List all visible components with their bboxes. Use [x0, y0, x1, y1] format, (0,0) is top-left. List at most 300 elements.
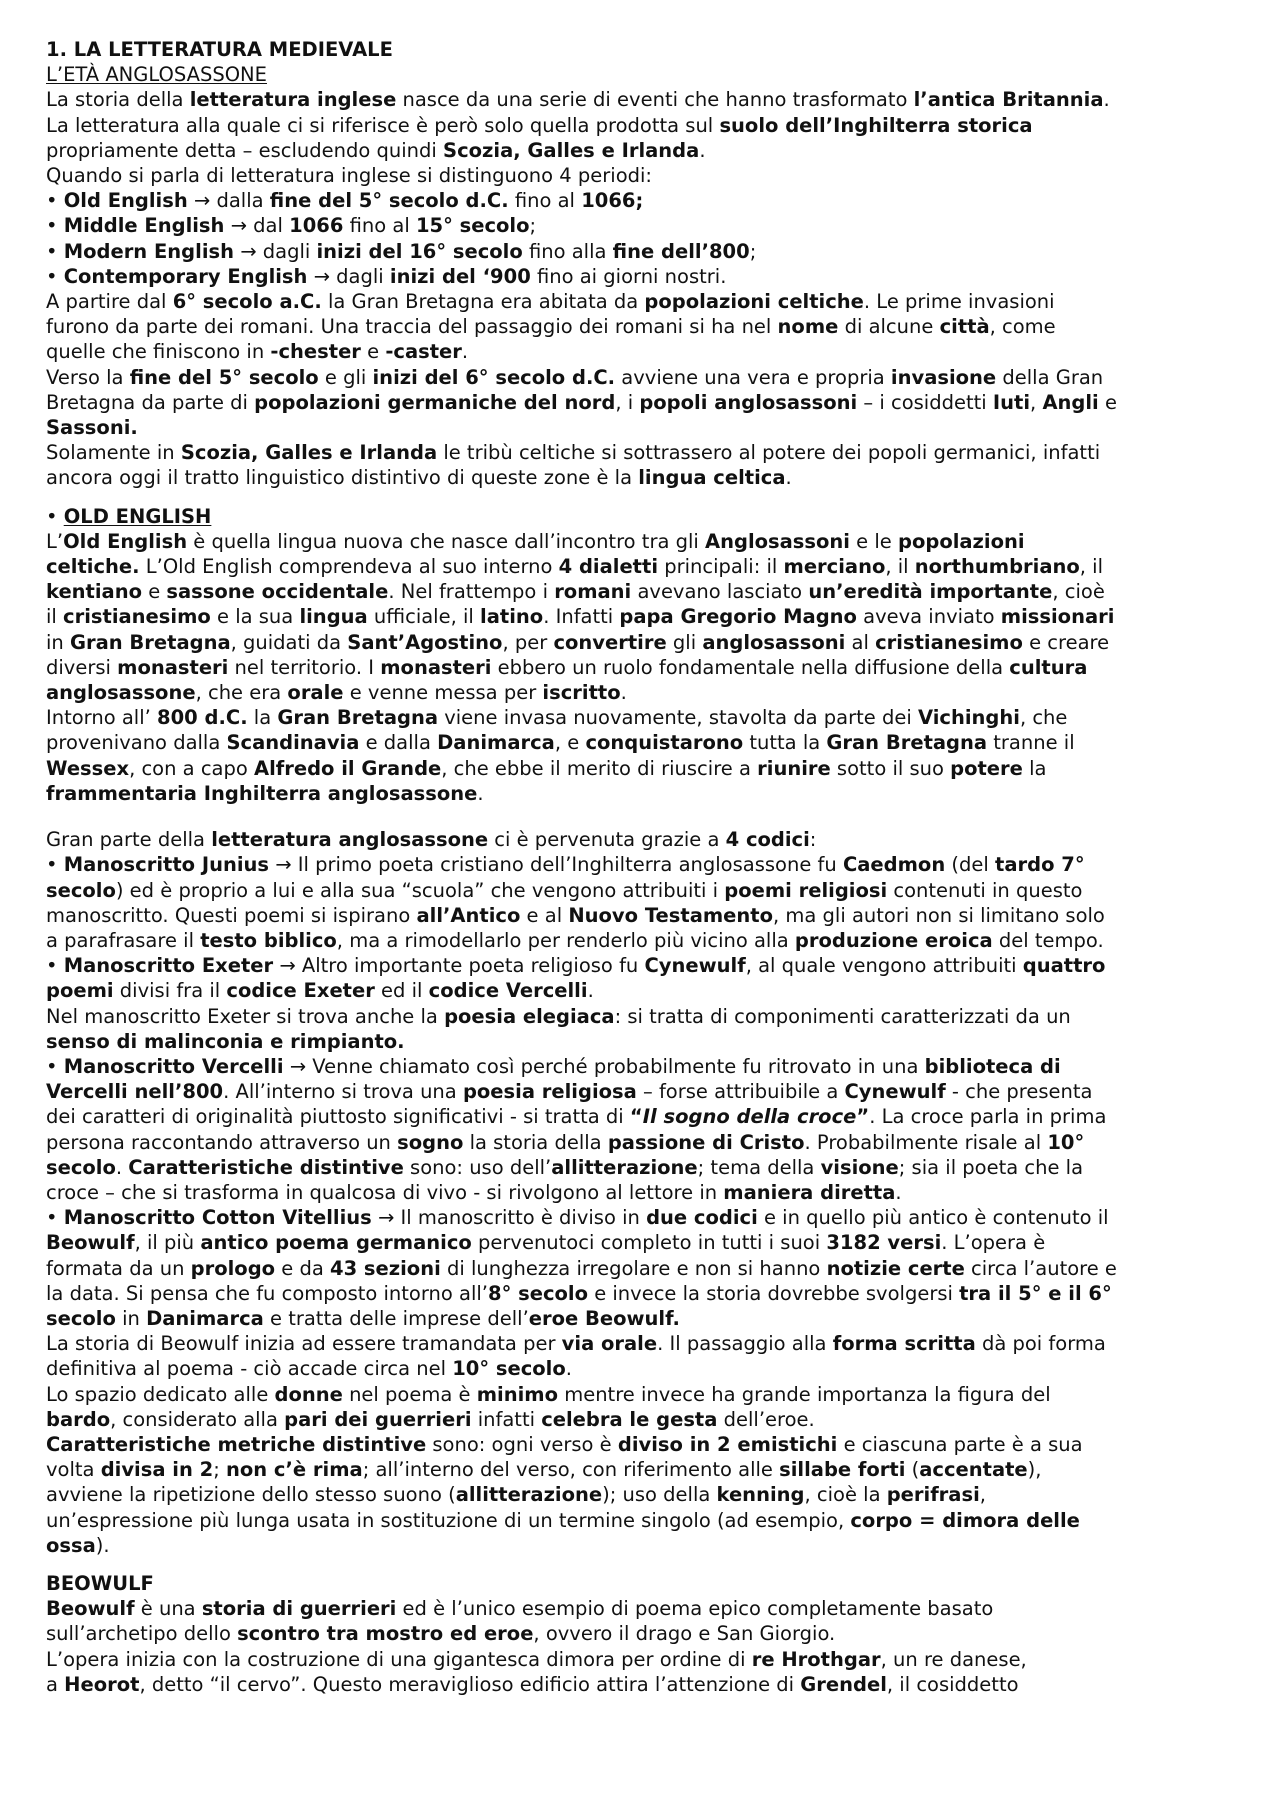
bold-text-run: Angli: [1042, 390, 1099, 414]
bold-text-run: latino: [480, 605, 544, 629]
text-run: .: [699, 138, 706, 162]
bold-text-run: BEOWULF: [46, 1571, 154, 1595]
bold-text-run: Danimarca: [146, 1306, 264, 1330]
text-run: → Venne chiamato così perché probabilmente fu ritrovato in una: [283, 1054, 925, 1078]
bold-text-run: Vichinghi: [917, 706, 1020, 730]
text-line: [46, 1457, 1240, 1482]
text-run: .: [785, 466, 792, 490]
bold-text-run: poemi religiosi: [724, 878, 888, 902]
text-line: [46, 1621, 1240, 1646]
bold-text-run: poemi: [46, 979, 114, 1003]
text-run: .: [115, 1155, 129, 1179]
text-run: . Le prime invasioni: [863, 290, 1055, 314]
text-run: ) ed è proprio a lui e alla sua “scuola” che vengono attribuiti i: [115, 878, 725, 902]
bold-text-run: 6° secolo a.C.: [172, 290, 322, 314]
bold-text-run: Beowulf: [46, 1597, 135, 1621]
text-run: sull’archetipo dello: [46, 1622, 238, 1646]
text-run: L’ETÀ ANGLOSASSONE: [46, 63, 267, 87]
bold-text-run: maniera diretta: [723, 1180, 896, 1204]
text-run: e in quello più antico è contenuto il: [757, 1206, 1109, 1230]
bold-text-run: Scandinavia: [226, 731, 360, 755]
bold-text-run: Cynewulf: [844, 1080, 946, 1104]
text-line: [46, 852, 1240, 877]
text-run: divisi fra il: [113, 979, 227, 1003]
bold-text-run: Beowulf: [46, 1231, 135, 1255]
text-run: e da: [275, 1256, 330, 1280]
bold-text-run: sogno: [397, 1130, 464, 1154]
text-run: , cioè la: [804, 1483, 887, 1507]
text-run: e tratta delle imprese dell’: [263, 1306, 529, 1330]
bold-text-run: Iuti: [992, 390, 1031, 414]
bold-text-run: letteratura anglosassone: [211, 828, 489, 852]
text-run: sotto il suo: [830, 756, 951, 780]
bold-text-run: northumbriano: [914, 555, 1080, 579]
bold-text-run: Heorot: [64, 1672, 140, 1696]
text-run: , detto “il cervo”. Questo meraviglioso edificio attira l’attenzione di: [139, 1672, 801, 1696]
text-run: → dalla: [187, 189, 270, 213]
bold-text-run: inizi del ‘900: [389, 264, 531, 288]
text-line: [46, 314, 1240, 339]
bold-text-run: orale: [287, 681, 344, 705]
text-run: : si tratta di componimenti caratterizzati da un: [614, 1004, 1071, 1028]
bold-text-run: Danimarca: [437, 731, 555, 755]
text-run: croce – che si trasforma in qualcosa di vivo - si rivolgono al lettore in: [46, 1180, 724, 1204]
text-run: principali: il: [658, 555, 784, 579]
text-line: [46, 1482, 1240, 1507]
text-run: e ciascuna parte è a sua: [837, 1432, 1083, 1456]
text-run: , il più: [134, 1231, 201, 1255]
paragraph-gap: [46, 806, 1240, 827]
text-run: , cioè: [1052, 580, 1105, 604]
bold-text-run: Caratteristiche metriche distintive: [46, 1432, 427, 1456]
bold-text-run: non c’è rima: [225, 1458, 363, 1482]
bold-text-run: sillabe forti: [779, 1458, 906, 1482]
bold-text-run: codice Vercelli: [428, 979, 588, 1003]
text-run: ed è l’unico esempio di poema epico completamente basato: [396, 1597, 994, 1621]
bold-text-run: città: [939, 315, 990, 339]
bold-text-run: Il sogno della croce: [642, 1105, 857, 1129]
text-run: nasce da una serie di eventi che hanno trasformato: [396, 88, 914, 112]
text-run: Solamente in: [46, 441, 181, 465]
text-run: . All’interno si trova una: [223, 1080, 463, 1104]
text-run: fino alla: [522, 239, 613, 263]
text-run: – forse attribuibile a: [636, 1080, 845, 1104]
bold-text-run: frammentaria Inghilterra anglosassone: [46, 781, 478, 805]
text-run: → Il primo poeta cristiano dell’Inghilterra anglosassone fu: [269, 853, 843, 877]
bold-text-run: fine del 5° secolo: [129, 365, 319, 389]
text-run: (del: [945, 853, 996, 877]
text-line: [46, 730, 1240, 755]
text-line: [46, 365, 1240, 390]
text-run: A partire dal: [46, 290, 173, 314]
text-run: fino ai giorni nostri.: [530, 264, 727, 288]
text-run: L’Old English comprendeva al suo interno: [139, 555, 559, 579]
text-run: → dal: [224, 214, 290, 238]
text-run: la: [1022, 756, 1047, 780]
text-run: la data. Si pensa che fu composto intorno all’: [46, 1281, 489, 1305]
text-line: [46, 554, 1240, 579]
text-run: ancora oggi il tratto linguistico distintivo di queste zone è la: [46, 466, 639, 490]
text-run: , ma a rimodellarlo per renderlo più vicino alla: [336, 928, 795, 952]
text-run: .: [565, 1357, 572, 1381]
bold-text-run: notizie certe: [826, 1256, 965, 1280]
text-run: •: [46, 1054, 64, 1078]
text-run: il: [46, 605, 64, 629]
text-line: [46, 878, 1240, 903]
bold-text-run: produzione eroica: [794, 928, 993, 952]
text-line: [46, 1256, 1240, 1281]
bold-text-run: 10° secolo: [452, 1357, 566, 1381]
bold-text-run: cristianesimo: [63, 605, 211, 629]
text-run: , il: [1079, 555, 1104, 579]
text-line: [46, 953, 1240, 978]
text-run: e gli: [318, 365, 373, 389]
text-run: ).: [95, 1533, 110, 1557]
text-line: [46, 1407, 1240, 1432]
text-line: [46, 1155, 1240, 1180]
text-run: Gran parte della: [46, 828, 212, 852]
text-run: ); uso della: [602, 1483, 717, 1507]
bold-text-run: nome: [777, 315, 839, 339]
text-run: . L’opera è: [941, 1231, 1046, 1255]
text-line: [46, 390, 1240, 415]
bold-text-run: visione: [820, 1155, 899, 1179]
bold-text-run: scontro tra mostro ed eroe: [237, 1622, 534, 1646]
bold-text-run: Manoscritto Exeter: [63, 954, 274, 978]
bold-text-run: corpo = dimora delle: [850, 1508, 1080, 1532]
bold-text-run: Gran Bretagna: [69, 630, 231, 654]
bold-text-run: secolo: [46, 1306, 116, 1330]
text-run: di lunghezza irregolare e non si hanno: [440, 1256, 827, 1280]
text-line: [46, 579, 1240, 604]
text-run: Verso la: [46, 365, 130, 389]
bold-text-run: -chester: [270, 340, 361, 364]
text-run: della Gran: [996, 365, 1104, 389]
text-run: provenivano dalla: [46, 731, 227, 755]
text-line: [46, 504, 1240, 529]
text-run: .: [895, 1180, 902, 1204]
text-run: di alcune: [838, 315, 940, 339]
text-run: ebbero un ruolo fondamentale nella diffusione della: [491, 655, 1010, 679]
text-run: persona raccontando attraverso un: [46, 1130, 398, 1154]
text-line: [46, 1029, 1240, 1054]
text-run: infatti: [471, 1407, 542, 1431]
text-run: avviene la ripetizione dello stesso suono (: [46, 1483, 456, 1507]
bold-text-run: biblioteca di: [924, 1054, 1061, 1078]
text-run: → dagli: [307, 264, 390, 288]
bold-text-run: 4 codici: [725, 828, 810, 852]
text-run: → Altro importante poeta religioso fu: [273, 954, 645, 978]
text-run: definitiva al poema - ciò accade circa nel: [46, 1357, 453, 1381]
text-run: a parafrasare il: [46, 928, 201, 952]
text-line: [46, 113, 1240, 138]
text-run: - che presenta: [945, 1080, 1093, 1104]
text-line: [46, 1647, 1240, 1672]
text-run: e le: [849, 529, 898, 553]
bold-text-run: Gran Bretagna: [826, 731, 988, 755]
text-run: in: [115, 1306, 147, 1330]
bold-text-run: OLD ENGLISH: [63, 504, 212, 528]
text-run: •: [46, 1206, 64, 1230]
bold-text-run: secolo: [46, 878, 116, 902]
bold-text-run: 1066: [289, 214, 344, 238]
text-run: dell’eroe.: [717, 1407, 815, 1431]
text-line: [46, 339, 1240, 364]
text-line: [46, 87, 1240, 112]
bold-text-run: kentiano: [46, 580, 142, 604]
text-line: [46, 1205, 1240, 1230]
bold-text-run: bardo: [46, 1407, 111, 1431]
paragraph-gap: [46, 1558, 1240, 1571]
bold-text-run: Wessex: [46, 756, 130, 780]
bold-text-run: suolo dell’Inghilterra storica: [719, 113, 1033, 137]
bold-text-run: quattro: [1022, 954, 1106, 978]
bold-text-run: Cynewulf: [644, 954, 746, 978]
text-run: Bretagna da parte di: [46, 390, 255, 414]
bold-text-run: un’eredità importante: [808, 580, 1053, 604]
bold-text-run: Middle English: [63, 214, 225, 238]
text-run: . Probabilmente risale al: [804, 1130, 1048, 1154]
bold-text-run: popolazioni germaniche del nord: [254, 390, 616, 414]
text-line: [46, 1672, 1240, 1697]
text-run: fino al: [343, 214, 416, 238]
bold-text-run: divisa in 2: [100, 1458, 214, 1482]
text-run: La letteratura alla quale ci si riferisce è però solo quella prodotta sul: [46, 113, 720, 137]
text-run: furono da parte dei romani. Una traccia del passaggio dei romani si ha nel: [46, 315, 778, 339]
text-run: ;: [529, 214, 537, 238]
bold-text-run: tra il 5° e il 6°: [959, 1281, 1112, 1305]
bold-text-run: 15° secolo: [415, 214, 530, 238]
bold-text-run: inizi del 16° secolo: [316, 239, 523, 263]
bold-text-run: perifrasi: [886, 1483, 980, 1507]
text-run: . Nel frattempo i: [388, 580, 555, 604]
text-run: ci è pervenuta grazie a: [488, 828, 726, 852]
text-run: , i: [615, 390, 640, 414]
text-run: e venne messa per: [343, 681, 543, 705]
text-run: e: [1098, 390, 1117, 414]
bold-text-run: via orale: [561, 1332, 658, 1356]
text-run: , ma gli autori non si limitano solo: [773, 903, 1105, 927]
bold-text-run: pari dei guerrieri: [284, 1407, 472, 1431]
text-line: [46, 163, 1240, 188]
text-run: La storia della: [46, 88, 190, 112]
bold-text-run: celebra le gesta: [541, 1407, 718, 1431]
bold-text-run: passione di Cristo: [607, 1130, 805, 1154]
bold-text-run: all’Antico: [416, 903, 521, 927]
text-run: Intorno all’: [46, 706, 158, 730]
text-run: volta: [46, 1458, 101, 1482]
bold-text-run: poesia elegiaca: [444, 1004, 615, 1028]
text-line: [46, 1533, 1240, 1558]
text-run: quelle che finiscono in: [46, 340, 271, 364]
bold-text-run: antico poema germanico: [200, 1231, 472, 1255]
text-line: [46, 1230, 1240, 1255]
text-run: . La croce parla in prima: [869, 1105, 1107, 1129]
bold-text-run: secolo: [46, 1155, 116, 1179]
bold-text-run: allitterazione: [455, 1483, 603, 1507]
bold-text-run: sassone occidentale: [166, 580, 389, 604]
text-run: tutta la: [743, 731, 827, 755]
bold-text-run: anglosassone: [46, 681, 196, 705]
bold-text-run: “: [629, 1105, 643, 1129]
text-run: , guidati da: [230, 630, 348, 654]
text-run: , il cosiddetto: [886, 1672, 1019, 1696]
text-run: è una: [134, 1597, 202, 1621]
text-run: e dalla: [359, 731, 438, 755]
text-run: pervenutoci completo in tutti i suoi: [471, 1231, 827, 1255]
text-run: sono: uso dell’: [403, 1155, 552, 1179]
bold-text-run: Nuovo Testamento: [568, 903, 773, 927]
text-run: ;: [749, 239, 757, 263]
text-run: •: [46, 954, 64, 978]
text-run: , e: [554, 731, 586, 755]
text-run: . Infatti: [543, 605, 620, 629]
text-run: . Il passaggio alla: [657, 1332, 833, 1356]
bold-text-run: monasteri: [380, 655, 492, 679]
bold-text-run: 43 sezioni: [330, 1256, 441, 1280]
bold-text-run: convertire: [553, 630, 667, 654]
bold-text-run: testo biblico: [200, 928, 337, 952]
bold-text-run: donne: [274, 1382, 343, 1406]
text-line: [46, 1054, 1240, 1079]
bold-text-run: riunire: [757, 756, 831, 780]
text-line: [46, 680, 1240, 705]
text-line: [46, 213, 1240, 238]
bold-text-run: poesia religiosa: [462, 1080, 637, 1104]
text-line: [46, 138, 1240, 163]
text-run: , considerato alla: [110, 1407, 285, 1431]
text-line: [46, 903, 1240, 928]
bold-text-run: Gran Bretagna: [277, 706, 439, 730]
bold-text-run: popolazioni celtiche: [644, 290, 864, 314]
text-run: le tribù celtiche si sottrassero al potere dei popoli germanici, infatti: [437, 441, 1101, 465]
text-run: a: [46, 1672, 65, 1696]
text-run: .: [1103, 88, 1110, 112]
text-line: [46, 62, 1240, 87]
text-line: [46, 928, 1240, 953]
text-line: [46, 756, 1240, 781]
text-run: contenuti in questo: [887, 878, 1083, 902]
text-run: , che: [1019, 706, 1068, 730]
text-line: [46, 1079, 1240, 1104]
text-line: [46, 1596, 1240, 1621]
text-line: [46, 1331, 1240, 1356]
bold-text-run: Caratteristiche distintive: [128, 1155, 404, 1179]
bold-text-run: prologo: [190, 1256, 276, 1280]
bold-text-run: fine del 5° secolo d.C.: [269, 189, 509, 213]
text-line: [46, 781, 1240, 806]
bold-text-run: codice Exeter: [226, 979, 375, 1003]
bold-text-run: Sant’Agostino: [347, 630, 503, 654]
text-line: [46, 239, 1240, 264]
text-line: [46, 37, 1240, 62]
text-run: Nel manoscritto Exeter si trova anche la: [46, 1004, 445, 1028]
text-run: formata da un: [46, 1256, 191, 1280]
text-run: •: [46, 264, 64, 288]
bold-text-run: popolazioni: [898, 529, 1025, 553]
text-run: ;: [213, 1458, 226, 1482]
bold-text-run: 3182 versi: [826, 1231, 942, 1255]
bold-text-run: 800 d.C.: [157, 706, 248, 730]
bold-text-run: 4 dialetti: [558, 555, 659, 579]
text-run: •: [46, 853, 64, 877]
text-line: [46, 1281, 1240, 1306]
bold-text-run: senso di malinconia e rimpianto.: [46, 1029, 405, 1053]
bold-text-run: Manoscritto Junius: [63, 853, 270, 877]
text-run: → dagli: [234, 239, 317, 263]
text-run: diversi: [46, 655, 118, 679]
bold-text-run: 1066;: [581, 189, 644, 213]
bold-text-run: cultura: [1009, 655, 1088, 679]
text-run: tranne il: [987, 731, 1075, 755]
bold-text-run: l’antica Britannia: [913, 88, 1104, 112]
text-run: è quella lingua nuova che nasce dall’incontro tra gli: [187, 529, 706, 553]
bold-text-run: papa Gregorio Magno: [619, 605, 857, 629]
bold-text-run: tardo 7°: [995, 853, 1085, 877]
text-line: [46, 415, 1240, 440]
text-run: al: [845, 630, 876, 654]
text-run: in: [46, 630, 70, 654]
text-run: , come: [989, 315, 1056, 339]
text-run: Lo spazio dedicato alle: [46, 1382, 275, 1406]
text-run: ,: [1030, 390, 1043, 414]
bold-text-run: cristianesimo: [875, 630, 1023, 654]
text-run: gli: [666, 630, 703, 654]
text-run: L’: [46, 529, 64, 553]
bold-text-run: potere: [950, 756, 1023, 780]
text-run: .: [461, 340, 469, 364]
text-run: •: [46, 504, 64, 528]
bold-text-run: 1. LA LETTERATURA MEDIEVALE: [46, 38, 393, 61]
bold-text-run: Contemporary English: [63, 264, 308, 288]
text-line: [46, 264, 1240, 289]
text-run: manoscritto. Questi poemi si ispirano: [46, 903, 417, 927]
bold-text-run: -caster: [385, 340, 462, 364]
text-run: , al quale vengono attribuiti: [745, 954, 1023, 978]
text-line: [46, 1306, 1240, 1331]
text-run: •: [46, 189, 64, 213]
text-run: ; tema della: [697, 1155, 821, 1179]
bold-text-run: lingua celtica: [638, 466, 786, 490]
text-run: – i cosiddetti: [857, 390, 993, 414]
text-run: e creare: [1022, 630, 1110, 654]
bold-text-run: fine dell’800: [612, 239, 750, 263]
bold-text-run: forma scritta: [832, 1332, 976, 1356]
text-run: La storia di Beowulf inizia ad essere tramandata per: [46, 1332, 562, 1356]
text-run: (: [905, 1458, 920, 1482]
text-run: la storia della: [463, 1130, 608, 1154]
text-run: ufficiale, il: [367, 605, 481, 629]
text-line: [46, 1130, 1240, 1155]
bold-text-run: celtiche.: [46, 555, 140, 579]
text-run: L’opera inizia con la costruzione di una gigantesca dimora per ordine di: [46, 1647, 752, 1671]
text-run: nel territorio. I: [228, 655, 381, 679]
text-run: , ovvero il drago e San Giorgio.: [533, 1622, 836, 1646]
bold-text-run: kenning: [716, 1483, 805, 1507]
text-line: [46, 655, 1240, 680]
bold-text-run: Caedmon: [842, 853, 946, 877]
text-line: [46, 604, 1240, 629]
text-run: dà poi forma: [975, 1332, 1106, 1356]
bold-text-run: Vercelli nell’800: [46, 1080, 224, 1104]
bold-text-run: invasione: [890, 365, 997, 389]
bold-text-run: Alfredo il Grande: [254, 756, 442, 780]
text-run: e: [360, 340, 386, 364]
text-run: •: [46, 239, 64, 263]
bold-text-run: Manoscritto Vercelli: [63, 1054, 284, 1078]
text-line: [46, 289, 1240, 314]
text-run: nel poema è: [342, 1382, 477, 1406]
